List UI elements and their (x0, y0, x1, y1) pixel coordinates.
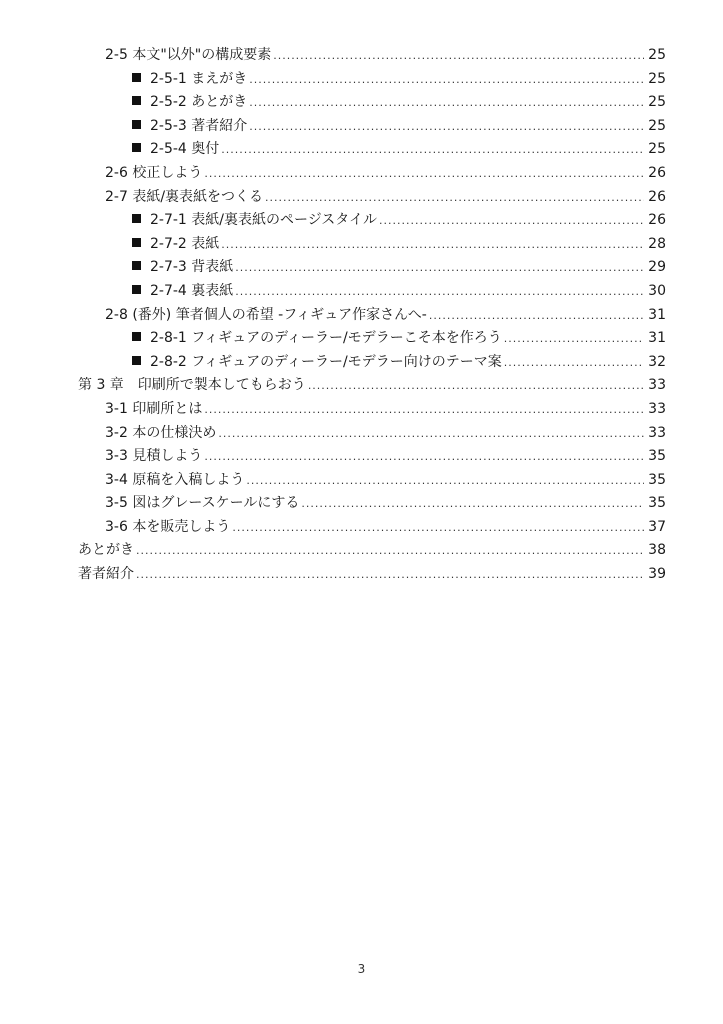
toc-entry-page-number: 38 (648, 542, 666, 559)
toc-entry[interactable] (78, 115, 666, 139)
square-bullet-icon (132, 238, 141, 247)
toc-entry-page-number: 37 (648, 518, 666, 535)
toc-entry[interactable] (78, 256, 666, 280)
dot-leader (308, 374, 644, 398)
toc-entry-page-number: 29 (648, 259, 666, 276)
toc-entry-page-number: 35 (648, 495, 666, 512)
dot-leader (429, 304, 644, 328)
toc-entry-page-number: 28 (648, 235, 666, 252)
square-bullet-icon (132, 214, 141, 223)
dot-leader (136, 539, 644, 563)
toc-entry[interactable] (78, 162, 666, 186)
dot-leader (265, 186, 644, 210)
toc-entry-page-number: 30 (648, 282, 666, 299)
toc-entry[interactable] (78, 304, 666, 328)
toc-entry[interactable] (78, 351, 666, 375)
toc-entry[interactable] (78, 492, 666, 516)
dot-leader (204, 445, 644, 469)
toc-entry-label: 2-5-4 奥付 (150, 141, 220, 158)
square-bullet-icon (132, 356, 141, 365)
toc-entry-label: 2-7-4 裏表紙 (150, 282, 234, 299)
toc-entry[interactable] (78, 91, 666, 115)
toc-entry-page-number: 31 (648, 306, 666, 323)
toc-entry[interactable] (78, 327, 666, 351)
toc-entry-label: 3-3 見積しよう (105, 448, 203, 465)
square-bullet-icon (132, 96, 141, 105)
toc-entry-label: 2-7 表紙/裏表紙をつくる (105, 188, 264, 205)
toc-entry-label: 2-5 本文"以外"の構成要素 (105, 47, 272, 63)
toc-entry-page-number: 33 (648, 424, 666, 441)
toc-entry-page-number: 25 (648, 117, 666, 134)
square-bullet-icon (132, 143, 141, 152)
toc-entry-label: 2-8-2 フィギュアのディーラー/モデラー向けのテーマ案 (150, 353, 502, 370)
toc-entry-label: 3-1 印刷所とは (105, 400, 203, 417)
toc-entry-page-number: 25 (648, 47, 666, 63)
toc-entry-label: 3-5 図はグレースケールにする (105, 495, 300, 512)
toc-entry[interactable] (78, 68, 666, 92)
toc-entry[interactable] (78, 398, 666, 422)
dot-leader (136, 563, 644, 587)
toc-entry-label: 2-8-1 フィギュアのディーラー/モデラーこそ本を作ろう (150, 330, 502, 347)
toc-entry-label: 2-5-2 あとがき (150, 94, 248, 111)
toc-entry[interactable] (78, 445, 666, 469)
toc-entry-page-number: 25 (648, 70, 666, 87)
toc-entry-label: 3-6 本を販売しよう (105, 518, 231, 535)
toc-entry-label: 2-5-1 まえがき (150, 70, 248, 87)
toc-entry-page-number: 25 (648, 141, 666, 158)
toc-entry[interactable] (78, 469, 666, 493)
toc-entry[interactable] (78, 138, 666, 162)
dot-leader (221, 138, 644, 162)
square-bullet-icon (132, 73, 141, 82)
toc-entry[interactable] (78, 539, 666, 563)
toc-entry[interactable] (78, 186, 666, 210)
toc-entry-page-number: 26 (648, 212, 666, 229)
toc-entry-label: あとがき (78, 542, 134, 559)
toc-entry-label: 3-4 原稿を入稿しよう (105, 471, 245, 488)
dot-leader (249, 68, 644, 92)
toc-entry-page-number: 33 (648, 400, 666, 417)
dot-leader (204, 398, 644, 422)
toc-entry-label: 3-2 本の仕様決め (105, 424, 217, 441)
dot-leader (504, 327, 644, 351)
toc-entry[interactable] (78, 209, 666, 233)
toc-entry-page-number: 26 (648, 164, 666, 181)
dot-leader (232, 516, 644, 540)
dot-leader (379, 209, 644, 233)
dot-leader (249, 115, 644, 139)
dot-leader (249, 91, 644, 115)
square-bullet-icon (132, 332, 141, 341)
toc-entry[interactable] (78, 516, 666, 540)
toc-entry[interactable] (78, 374, 666, 398)
dot-leader (221, 233, 644, 257)
toc-entry-page-number: 35 (648, 448, 666, 465)
dot-leader (301, 492, 644, 516)
dot-leader (273, 44, 644, 68)
toc-entry-label: 2-6 校正しよう (105, 164, 203, 181)
dot-leader (235, 256, 644, 280)
square-bullet-icon (132, 285, 141, 294)
toc-entry-page-number: 31 (648, 330, 666, 347)
dot-leader (504, 351, 644, 375)
toc-entry-page-number: 26 (648, 188, 666, 205)
toc-entry-label: 2-7-3 背表紙 (150, 259, 234, 276)
toc-entry-label: 2-7-2 表紙 (150, 235, 220, 252)
table-of-contents (78, 44, 666, 587)
dot-leader (204, 162, 644, 186)
toc-entry-label: 著者紹介 (78, 566, 134, 583)
square-bullet-icon (132, 261, 141, 270)
toc-entry[interactable] (78, 280, 666, 304)
toc-entry-label: 2-7-1 表紙/裏表紙のページスタイル (150, 212, 378, 229)
dot-leader (235, 280, 644, 304)
toc-entry[interactable] (78, 563, 666, 587)
toc-entry-page-number: 33 (648, 377, 666, 394)
toc-entry-page-number: 25 (648, 94, 666, 111)
dot-leader (218, 422, 644, 446)
toc-entry-label: 2-5-3 著者紹介 (150, 117, 248, 134)
toc-entry-page-number: 39 (648, 566, 666, 583)
dot-leader (246, 469, 644, 493)
toc-entry-label: 2-8 (番外) 筆者個人の希望 -フィギュア作家さんへ- (105, 306, 427, 323)
square-bullet-icon (132, 120, 141, 129)
toc-entry[interactable] (78, 44, 666, 68)
toc-entry[interactable] (78, 422, 666, 446)
toc-entry[interactable] (78, 233, 666, 257)
toc-entry-page-number: 32 (648, 353, 666, 370)
page-number: 3 (357, 962, 366, 976)
toc-entry-page-number: 35 (648, 471, 666, 488)
toc-entry-label: 第 3 章 印刷所で製本してもらおう (78, 377, 306, 394)
